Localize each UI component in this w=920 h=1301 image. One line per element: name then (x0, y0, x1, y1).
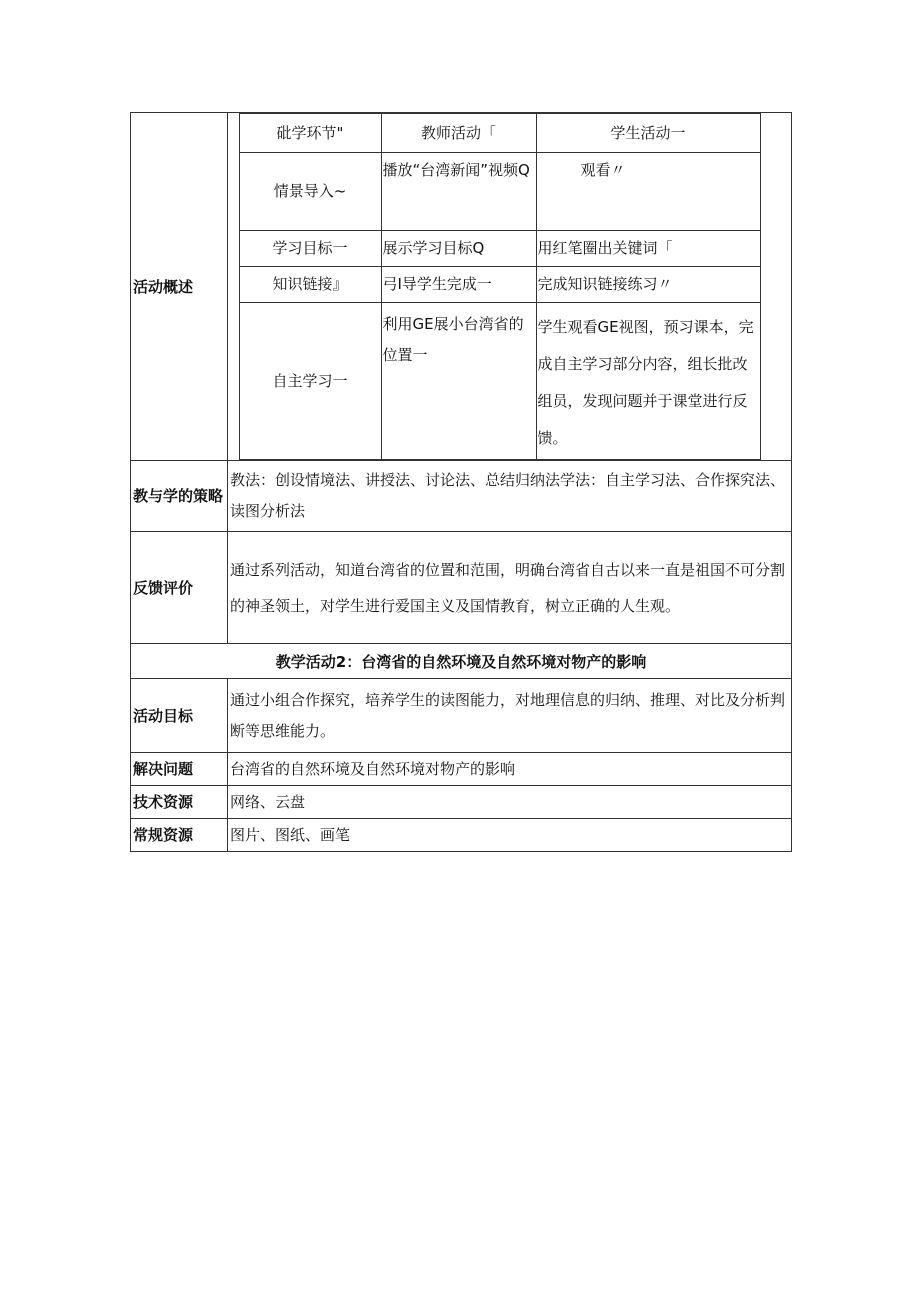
step-student: 用红笔圈出关键词「 (536, 231, 760, 267)
header-stage: 砒学环节" (239, 114, 381, 153)
step-row (228, 267, 792, 303)
strategy-row (131, 461, 792, 532)
goal-row (131, 679, 792, 753)
feedback-row (131, 532, 792, 644)
problem-label: 解决问题 (131, 753, 228, 786)
step-row (228, 303, 792, 460)
step-stage: 自主学习一 (239, 303, 381, 460)
step-teacher: 利用GE展小台湾省的位置一 (381, 303, 536, 460)
feedback-label: 反馈评价 (131, 532, 228, 644)
step-student: 观看〃 (536, 153, 760, 231)
step-stage: 知识链接』 (239, 267, 381, 303)
activity2-title: 教学活动2：台湾省的自然环境及自然环境对物产的影响 (131, 644, 792, 679)
step-row (228, 153, 792, 231)
step-teacher: 播放“台湾新闻”视频Q (381, 153, 536, 231)
activity-overview-row (131, 113, 792, 461)
lesson-plan-table (130, 112, 792, 852)
steps-header-row (228, 114, 792, 153)
strategy-text: 教法：创设情境法、讲授法、讨论法、总结归纳法学法：自主学习法、合作探究法、读图分析法 (228, 461, 792, 532)
strategy-label: 教与学的策略 (131, 461, 228, 532)
problem-text: 台湾省的自然环境及自然环境对物产的影响 (228, 753, 792, 786)
regular-label: 常规资源 (131, 819, 228, 852)
activity-overview-label: 活动概述 (131, 113, 228, 461)
regular-row (131, 819, 792, 852)
regular-text: 图片、图纸、画笔 (228, 819, 792, 852)
tech-text: 网络、云盘 (228, 786, 792, 819)
activity-steps-table (228, 113, 792, 460)
step-stage: 情景导入~ (239, 153, 381, 231)
feedback-text: 通过系列活动，知道台湾省的位置和范围，明确台湾省自古以来一直是祖国不可分割的神圣领土，对学生进行爱国主义及国情教育，树立正确的人生观。 (228, 532, 792, 644)
header-teacher: 教师活动「 (381, 114, 536, 153)
tech-label: 技术资源 (131, 786, 228, 819)
step-teacher: 展示学习目标Q (381, 231, 536, 267)
problem-row (131, 753, 792, 786)
tech-row (131, 786, 792, 819)
step-stage: 学习目标一 (239, 231, 381, 267)
step-teacher: 弓I导学生完成一 (381, 267, 536, 303)
goal-text: 通过小组合作探究，培养学生的读图能力，对地理信息的归纳、推理、对比及分析判断等思维能力。 (228, 679, 792, 753)
goal-label: 活动目标 (131, 679, 228, 753)
step-row (228, 231, 792, 267)
activity2-title-row (131, 644, 792, 679)
header-student: 学生活动一 (536, 114, 760, 153)
step-student: 完成知识链接练习〃 (536, 267, 760, 303)
step-student: 学生观看GE视图，预习课本，完成自主学习部分内容，组长批改组员，发现问题并于课堂进行反馈。 (536, 303, 760, 460)
